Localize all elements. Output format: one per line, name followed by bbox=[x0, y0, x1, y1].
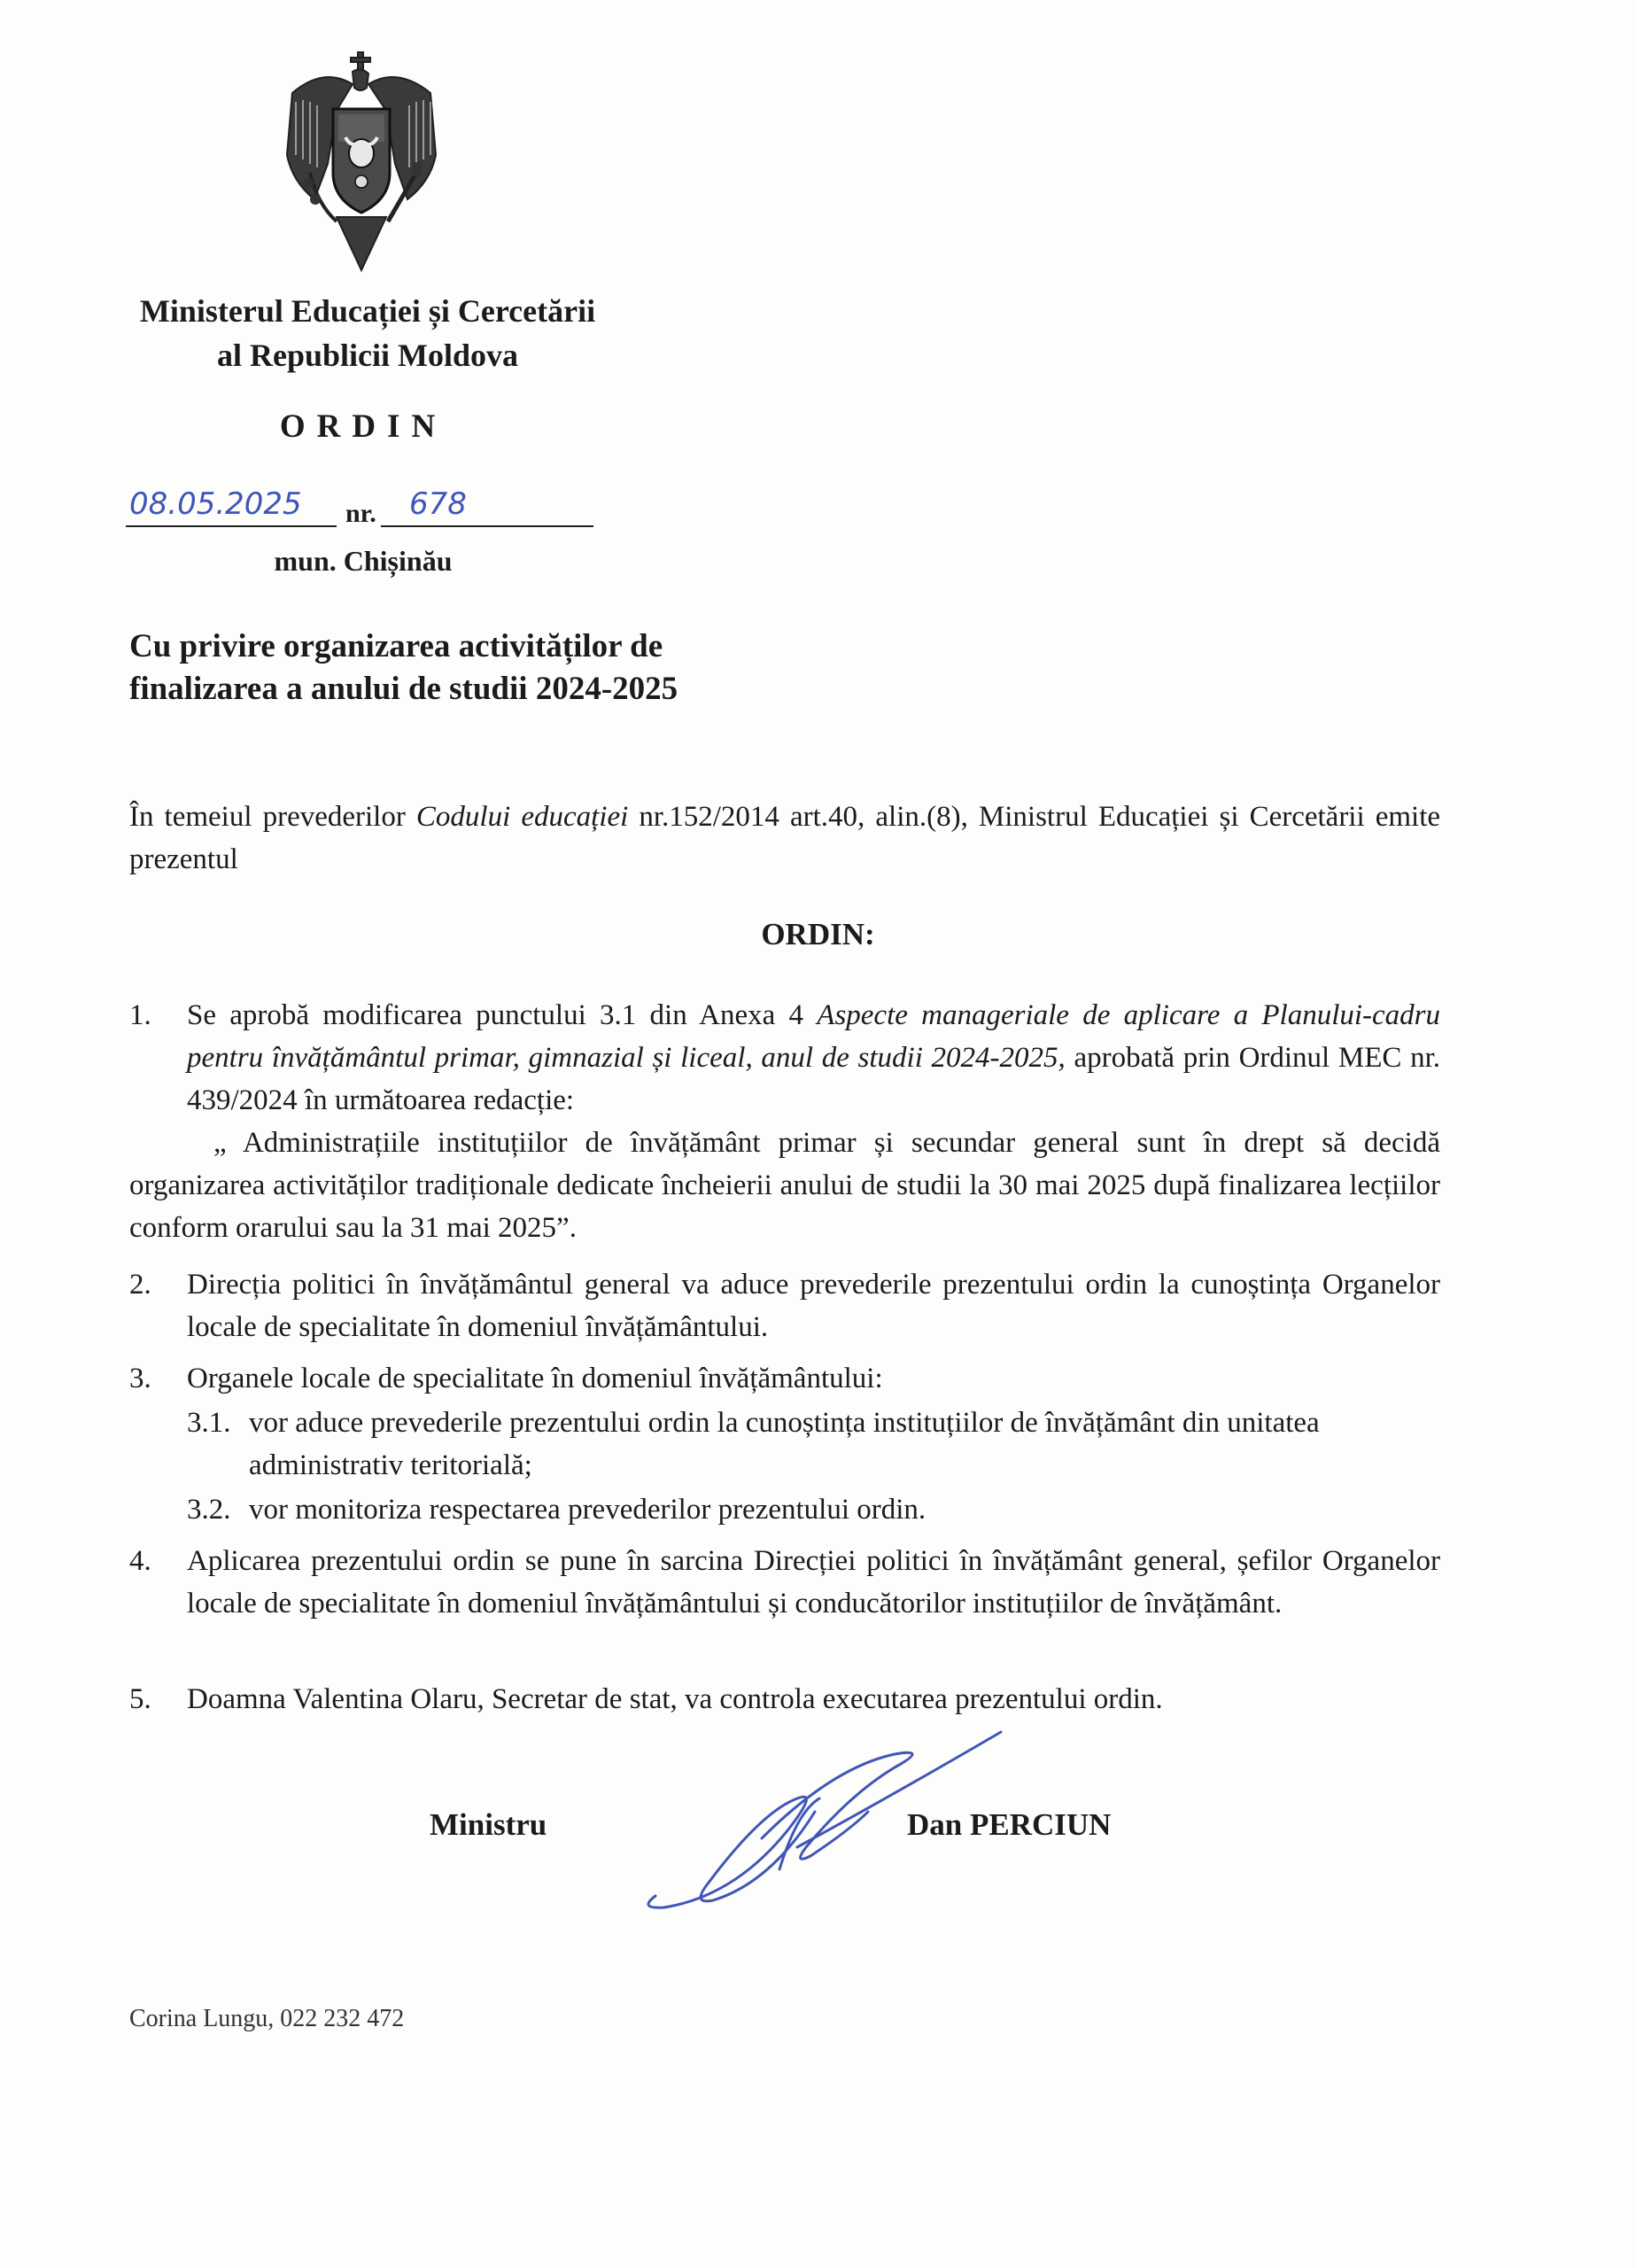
item-text-start: Se aprobă modificarea punctului 3.1 din Anexa 4 bbox=[187, 999, 818, 1031]
item-annex-title: Aspecte manageriale de aplicare a Planului-cadru pentru învățământul primar, gimnazial și liceal, anul de studii 2024-2025, bbox=[187, 999, 1441, 1074]
intro-text-start: În temeiul prevederilor bbox=[129, 801, 416, 833]
sub-item-number: 3.1. bbox=[187, 1407, 231, 1439]
ordin-heading: ORDIN: bbox=[761, 917, 875, 951]
list-item bbox=[129, 1357, 1440, 1400]
date-underline bbox=[126, 525, 337, 527]
signatory-name: Dan PERCIUN bbox=[907, 1807, 1112, 1842]
intro-text-end: nr.152/2014 art.40, alin.(8), Ministrul Educației și Cercetării emite prezentul bbox=[129, 801, 1441, 875]
item-number: 4. bbox=[129, 1545, 151, 1577]
handwritten-date: 08.05.2025 bbox=[129, 486, 302, 522]
item-text-end: aprobată prin Ordinul MEC nr. 439/2024 în următoarea redacție: bbox=[187, 1042, 1441, 1116]
sub-item bbox=[187, 1402, 1440, 1487]
city: mun. Chișinău bbox=[274, 545, 453, 577]
order-subject bbox=[129, 625, 767, 711]
item-text: Doamna Valentina Olaru, Secretar de stat, va controla executarea prezentului ordin. bbox=[187, 1683, 1163, 1715]
coat-of-arms-icon bbox=[275, 49, 452, 279]
contact-info: Corina Lungu, 022 232 472 bbox=[129, 2005, 405, 2032]
date-number-row bbox=[126, 483, 604, 527]
intro-paragraph bbox=[129, 796, 1440, 881]
handwritten-number: 678 bbox=[409, 486, 467, 522]
item-text: Aplicarea prezentului ordin se pune în sarcina Direcției politici în învățământ general, șefilor Organelor locale de specialitate în domeniul învățământului și conducătorilor instituțiilor de învățământ. bbox=[187, 1545, 1440, 1619]
ministry-name-line1: Ministerul Educației și Cercetării bbox=[139, 293, 596, 329]
sub-item bbox=[187, 1488, 1440, 1531]
signatory-title: Ministru bbox=[430, 1807, 547, 1842]
number-underline bbox=[381, 525, 593, 527]
number-label: nr. bbox=[345, 499, 376, 528]
item-text: Direcția politici în învățământul general va aduce prevederile prezentului ordin la cunoștința Organelor locale de specialitate în domeniul învățământului. bbox=[187, 1269, 1440, 1343]
item-number: 3. bbox=[129, 1363, 151, 1394]
subject-line2: finalizarea a anului de studii 2024-2025 bbox=[129, 671, 678, 707]
list-item bbox=[129, 1540, 1440, 1625]
quoted-amendment: „ Administrațiile instituțiilor de învățământ primar și secundar general sunt în drept să decidă organizarea activităților tradiționale dedicate încheierii anului de studii la 30 mai 2025 după finalizarea lecțiilor conform orarului sau la 31 mai 2025”. bbox=[129, 1127, 1440, 1244]
sub-item-text: vor monitoriza respectarea prevederilor prezentului ordin. bbox=[249, 1494, 927, 1526]
sub-item-number: 3.2. bbox=[187, 1494, 231, 1526]
sub-item-text: vor aduce prevederile prezentului ordin la cunoștința instituțiilor de învățământ din unitatea administrativ teritorială; bbox=[249, 1407, 1320, 1481]
item-number: 5. bbox=[129, 1683, 151, 1715]
ministry-name-line2: al Republicii Moldova bbox=[216, 338, 519, 373]
intro-code-reference: Codului educației bbox=[415, 801, 629, 833]
item-number: 1. bbox=[129, 999, 151, 1031]
item-text: Organele locale de specialitate în domeniul învățământului: bbox=[187, 1363, 883, 1394]
document-type-title: ORDIN bbox=[279, 408, 447, 445]
subject-line1: Cu privire organizarea activităților de bbox=[129, 628, 663, 664]
list-item bbox=[129, 1263, 1440, 1348]
list-item bbox=[129, 994, 1440, 1122]
item-number: 2. bbox=[129, 1269, 151, 1301]
